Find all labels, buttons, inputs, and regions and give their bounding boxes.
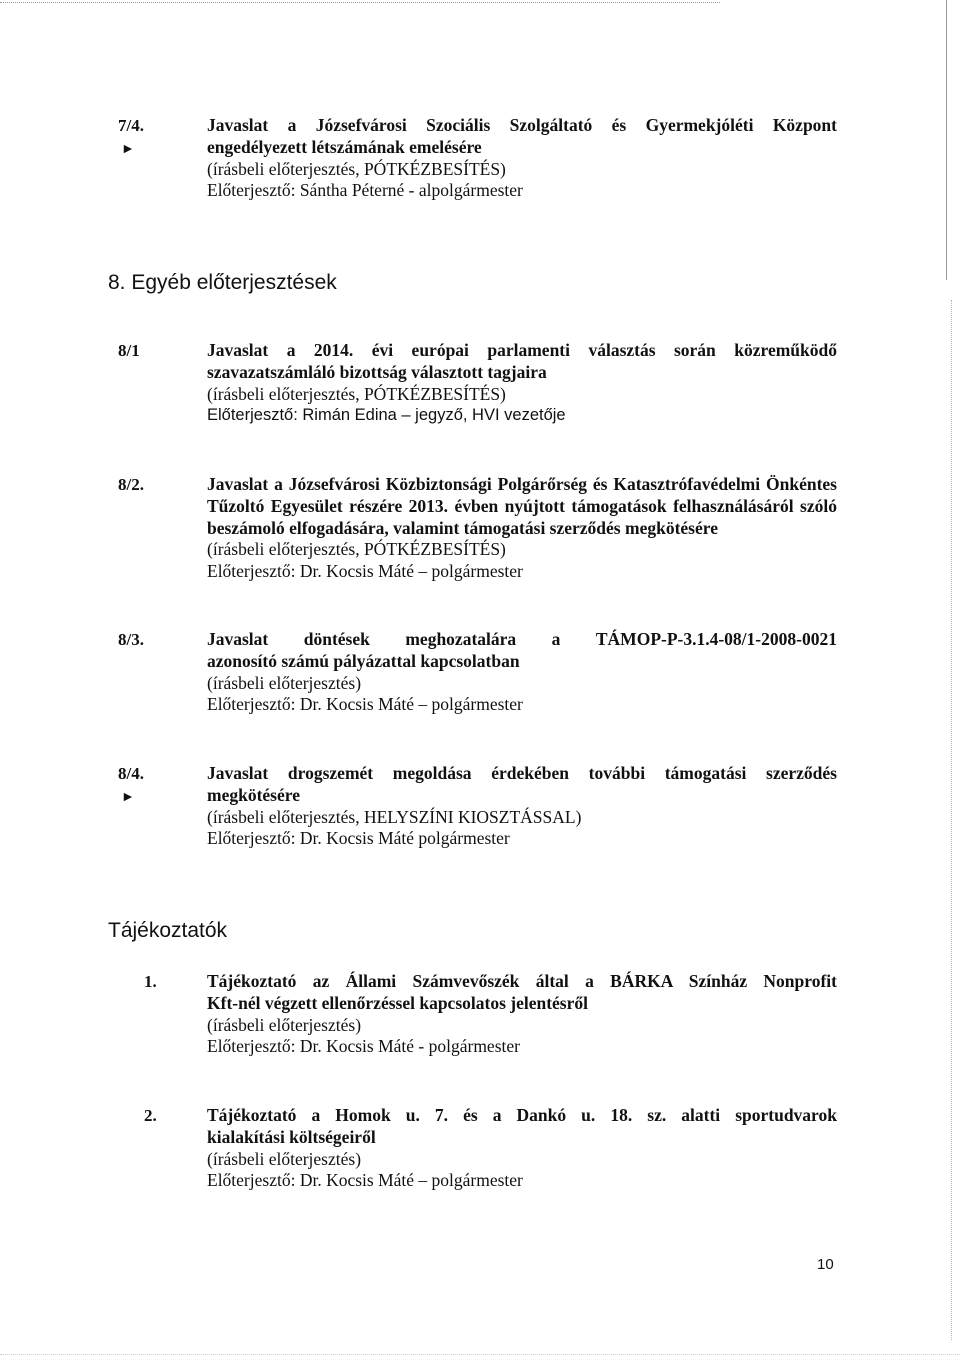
item-number: 1. <box>144 972 157 991</box>
item-presenter: Előterjesztő: Rimán Edina – jegyző, HVI vezetője <box>207 406 566 425</box>
item-title-line-1: Tájékoztató a Homok u. 7. és a Dankó u. 18. sz. alatti sportudvarok <box>207 1105 837 1125</box>
page-number: 10 <box>817 1256 834 1273</box>
item-number: 8/1 <box>118 341 140 360</box>
item-type: (írásbeli előterjesztés) <box>207 1014 362 1035</box>
item-presenter: Előterjesztő: Dr. Kocsis Máté – polgármester <box>207 561 523 582</box>
item-title-line-1: Tájékoztató az Állami Számvevőszék által a BÁRKA Színház Nonprofit <box>207 971 837 991</box>
item-presenter: Előterjesztő: Sántha Péterné - alpolgármester <box>207 180 523 201</box>
item-presenter: Előterjesztő: Dr. Kocsis Máté – polgármester <box>207 1170 523 1191</box>
scan-dots-bottom <box>0 1354 960 1356</box>
item-type: (írásbeli előterjesztés, HELYSZÍNI KIOSZTÁSSAL) <box>207 806 582 827</box>
arrow-icon: ► <box>121 142 135 157</box>
item-presenter: Előterjesztő: Dr. Kocsis Máté - polgármester <box>207 1036 520 1057</box>
item-presenter: Előterjesztő: Dr. Kocsis Máté polgármester <box>207 828 510 849</box>
title-word: TÁMOP-P-3.1.4-08/1-2008-0021 <box>595 629 837 649</box>
item-title-line-2: engedélyezett létszámának emelésére <box>207 136 482 157</box>
item-title-line-2: szavazatszámláló bizottság választott tagjaira <box>207 361 547 382</box>
item-number: 8/3. <box>118 630 144 649</box>
item-type: (írásbeli előterjesztés) <box>207 672 362 693</box>
title-word: meghozatalára <box>405 629 517 649</box>
scan-dots-right <box>951 300 953 1340</box>
item-type: (írásbeli előterjesztés) <box>207 1148 362 1169</box>
scan-edge-top <box>0 2 720 4</box>
item-title-line-1 <box>207 629 837 651</box>
item-type: (írásbeli előterjesztés, PÓTKÉZBESÍTÉS) <box>207 383 506 404</box>
section-heading-info: Tájékoztatók <box>108 919 228 942</box>
item-number: 8/4. <box>118 764 144 783</box>
item-title-line-2: azonosító számú pályázattal kapcsolatban <box>207 650 520 671</box>
item-presenter: Előterjesztő: Dr. Kocsis Máté – polgármester <box>207 694 523 715</box>
item-title-line-2: Kft-nél végzett ellenőrzéssel kapcsolatos jelentésről <box>207 992 588 1013</box>
scan-edge-right <box>946 0 947 280</box>
item-title-line-2: megkötésére <box>207 784 300 805</box>
title-word: döntések <box>303 629 370 649</box>
arrow-icon: ► <box>121 790 135 805</box>
item-title-line-2: kialakítási költségeiről <box>207 1126 376 1147</box>
section-heading-8: 8. Egyéb előterjesztések <box>108 271 337 294</box>
item-type: (írásbeli előterjesztés, PÓTKÉZBESÍTÉS) <box>207 539 506 560</box>
item-number: 8/2. <box>118 475 144 494</box>
item-type: (írásbeli előterjesztés, PÓTKÉZBESÍTÉS) <box>207 158 506 179</box>
item-title-line-1: Javaslat a Józsefvárosi Szociális Szolgáltató és Gyermekjóléti Központ <box>207 115 837 135</box>
title-word: Javaslat <box>207 629 269 649</box>
item-title: Javaslat a Józsefvárosi Közbiztonsági Polgárőrség és Katasztrófavédelmi Önkéntes Tűzoltó Egyesület részére 2013. évben nyújtott támogatások felhasználásáról szóló beszámoló elfogadására, valamint támogatási szerződés megkötésére <box>207 474 837 538</box>
item-number: 2. <box>144 1106 157 1125</box>
item-number: 7/4. <box>118 116 144 135</box>
item-title-line-1: Javaslat drogszemét megoldása érdekében további támogatási szerződés <box>207 763 837 783</box>
title-word: a <box>551 629 561 649</box>
item-title-line-1: Javaslat a 2014. évi európai parlamenti választás során közreműködő <box>207 340 837 360</box>
